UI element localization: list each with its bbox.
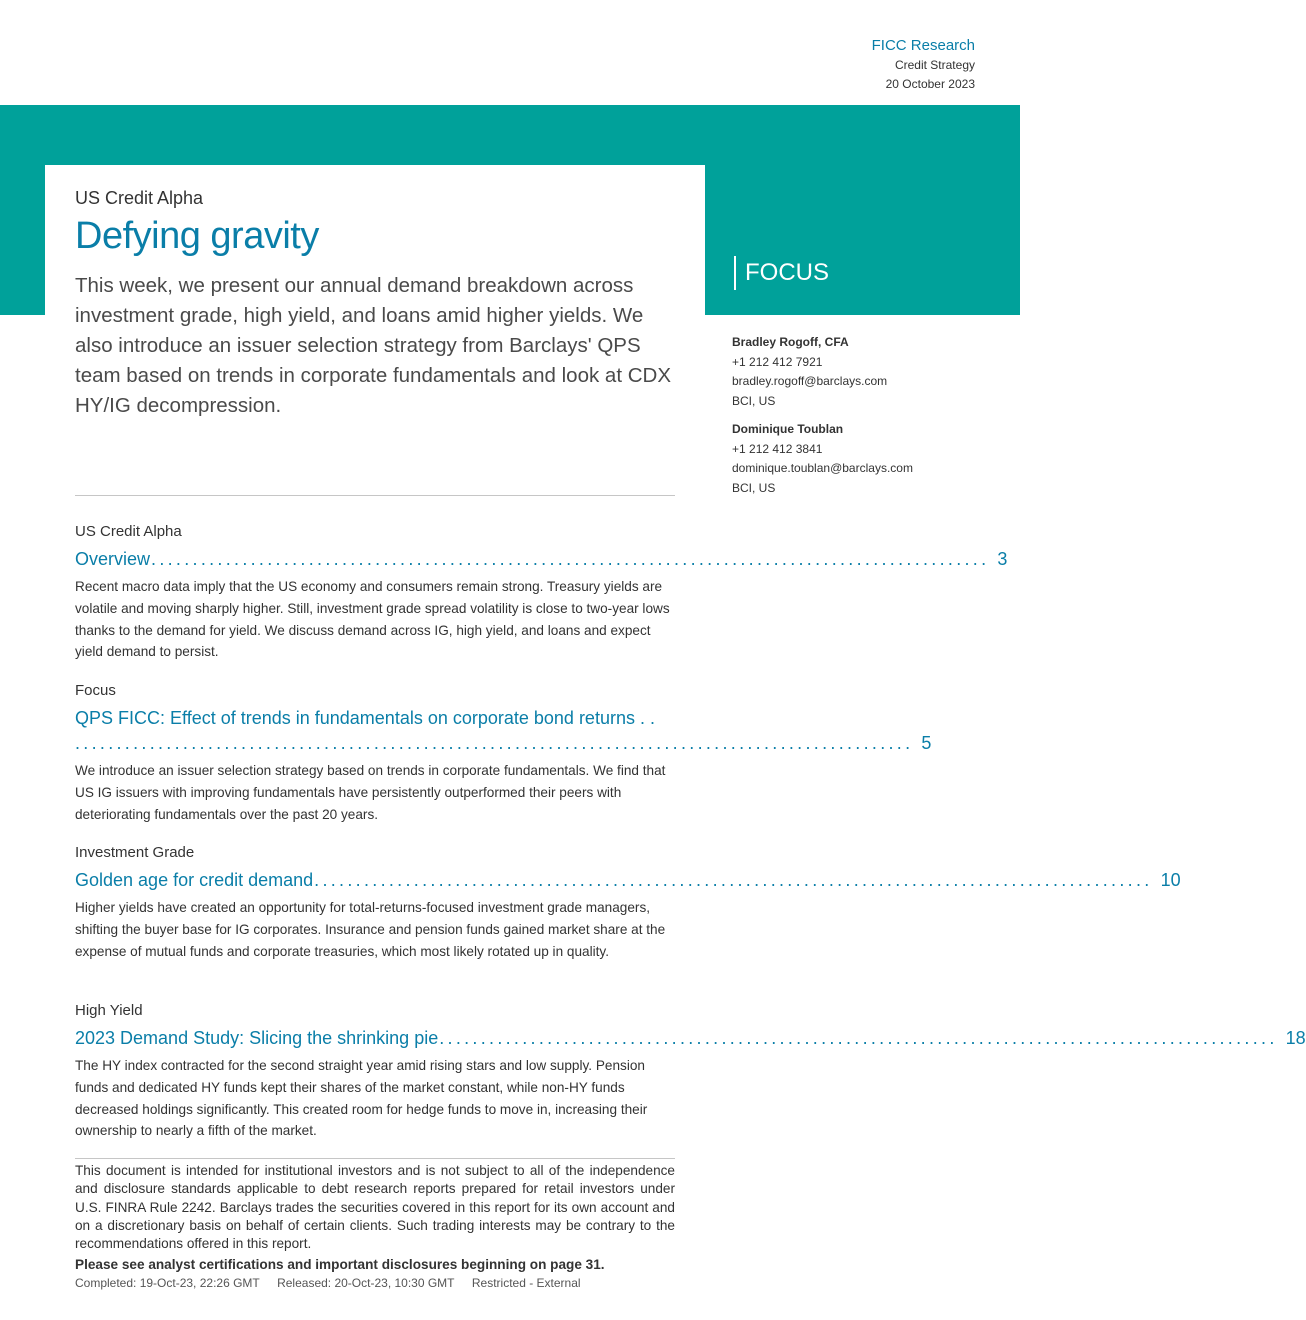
- toc-description: Recent macro data imply that the US economy and consumers remain strong. Treasury yields are volatile and moving sharply higher. Still, investment grade spread volatility is close to two-year lows thanks to the demand for yield. We discuss demand across IG, high yield, and loans and expect yield demand to persist.: [75, 579, 670, 660]
- report-series: US Credit Alpha: [75, 188, 204, 208]
- completed-timestamp: Completed: 19-Oct-23, 22:26 GMT: [75, 1276, 260, 1290]
- title-divider: [75, 495, 675, 496]
- analyst-card: [732, 333, 887, 411]
- department-label: FICC Research: [871, 37, 975, 54]
- classification-label: Restricted - External: [471, 1276, 581, 1290]
- toc-section-label: Focus: [75, 682, 116, 699]
- toc-link-continuation[interactable]: [75, 731, 932, 756]
- toc-link-title[interactable]: Overview: [75, 549, 151, 569]
- analyst-name: Dominique Toublan: [732, 422, 844, 436]
- footer-divider: [75, 1158, 675, 1159]
- toc-section-label: Investment Grade: [75, 844, 195, 861]
- analyst-card: [732, 420, 913, 498]
- focus-label: FOCUS: [734, 256, 829, 290]
- toc-page-number[interactable]: 3: [997, 549, 1008, 569]
- disclaimer-text: This document is intended for institutional investors and is not subject to all of the independence and disclosure standards applicable to debt research reports prepared for retail investors under U.S. FINRA Rule 2242. Barclays trades the securities covered in this report for its own account and on a discretionary basis on behalf of certain clients. Such trading interests may be contrary to the recommendations offered in this report.: [75, 1163, 675, 1252]
- publication-meta: [75, 1276, 595, 1290]
- toc-link-title[interactable]: QPS FICC: Effect of trends in fundamentals on corporate bond returns: [75, 708, 635, 728]
- released-timestamp: Released: 20-Oct-23, 10:30 GMT: [277, 1276, 455, 1290]
- toc-link[interactable]: [75, 868, 1181, 893]
- toc-entry: [75, 1001, 1306, 1142]
- toc-leader-dots: .....................................................................................................: [75, 733, 914, 753]
- toc-description: The HY index contracted for the second straight year amid rising stars and low supply. Pension funds and dedicated HY funds kept their shares of the market constant, while non-HY funds decreased holdings significantly. This created room for hedge funds to move in, increasing their ownership to nearly a fifth of the market.: [75, 1058, 648, 1139]
- report-header: [872, 36, 975, 94]
- toc-leader-dots: .....................................................................................................: [314, 870, 1153, 890]
- toc-leader-dots: .....................................................................................................: [439, 1028, 1278, 1048]
- toc-page-number[interactable]: 18: [1285, 1028, 1306, 1048]
- toc-entry: [75, 681, 932, 825]
- toc-description: We introduce an issuer selection strategy based on trends in corporate fundamentals. We find that US IG issuers with improving fundamentals have persistently outperformed their peers with deteriorating fundamentals over the past 20 years.: [75, 763, 666, 822]
- toc-section-label: High Yield: [75, 1002, 143, 1019]
- analyst-email[interactable]: bradley.rogoff@barclays.com: [732, 374, 888, 388]
- toc-link-title[interactable]: 2023 Demand Study: Slicing the shrinking pie: [75, 1028, 439, 1048]
- toc-link[interactable]: [75, 706, 675, 731]
- toc-page-number[interactable]: 10: [1160, 870, 1181, 890]
- toc-description: Higher yields have created an opportunity for total-returns-focused investment grade managers, shifting the buyer base for IG corporates. Insurance and pension funds gained market share at the expense of mutual funds and corporate treasuries, which most likely rotated up in quality.: [75, 900, 666, 959]
- analyst-entity: BCI, US: [732, 393, 776, 408]
- disclosures-note: Please see analyst certifications and important disclosures beginning on page 31.: [75, 1257, 605, 1272]
- toc-link[interactable]: [75, 547, 1008, 572]
- analyst-phone: +1 212 412 7921: [732, 354, 823, 369]
- toc-section-label: US Credit Alpha: [75, 523, 182, 540]
- title-card: [45, 165, 705, 525]
- report-date: 20 October 2023: [885, 77, 975, 91]
- group-label: Credit Strategy: [894, 58, 975, 72]
- report-title: Defying gravity: [75, 215, 319, 257]
- analyst-phone: +1 212 412 3841: [732, 441, 823, 456]
- toc-leader-dots: .....................................................................................................: [151, 549, 990, 569]
- toc-page-number[interactable]: 5: [921, 733, 932, 753]
- toc-entry: [75, 843, 1181, 962]
- report-summary: This week, we present our annual demand breakdown across investment grade, high yield, and loans amid higher yields. We also introduce an issuer selection strategy from Barclays' QPS team based on trends in corporate fundamentals and look at CDX HY/IG decompression.: [75, 274, 671, 417]
- toc-link[interactable]: [75, 1026, 1306, 1051]
- toc-leader-dots: . .: [634, 708, 655, 728]
- analyst-name: Bradley Rogoff, CFA: [732, 335, 849, 349]
- analyst-email[interactable]: dominique.toublan@barclays.com: [732, 461, 913, 475]
- toc-entry: [75, 522, 1008, 663]
- toc-link-title[interactable]: Golden age for credit demand: [75, 870, 314, 890]
- analyst-entity: BCI, US: [732, 480, 776, 495]
